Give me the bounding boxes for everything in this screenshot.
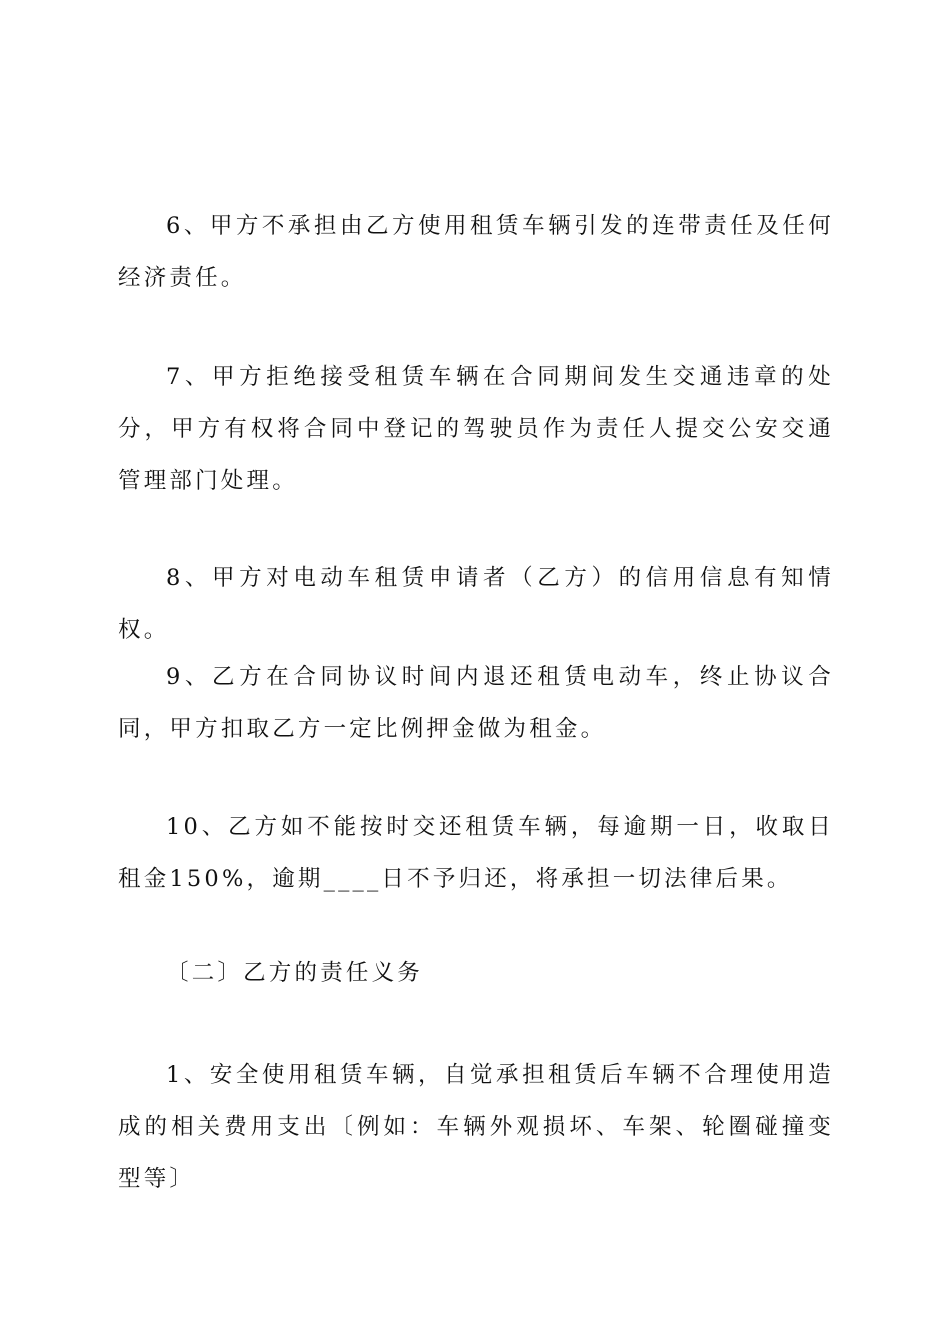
clause-b-1: 1、安全使用租赁车辆，自觉承担租赁后车辆不合理使用造成的相关费用支出〔例如：车辆外观损坏、车架、轮圈碰撞变型等〕 [118,1062,834,1192]
clause-10: 10、乙方如不能按时交还租赁车辆，每逾期一日，收取日租金150%，逾期____日不予归还，将承担一切法律后果。 [118,814,834,892]
clause-8: 8、甲方对电动车租赁申请者（乙方）的信用信息有知情权。 [118,565,834,643]
section-heading-party-b-obligations: 〔二〕乙方的责任义务 [166,960,424,986]
clause-7: 7、甲方拒绝接受租赁车辆在合同期间发生交通违章的处分，甲方有权将合同中登记的驾驶员作为责任人提交公安交通管理部门处理。 [118,364,834,494]
clause-9: 9、乙方在合同协议时间内退还租赁电动车，终止协议合同，甲方扣取乙方一定比例押金做为租金。 [118,664,834,742]
clause-6: 6、甲方不承担由乙方使用租赁车辆引发的连带责任及任何经济责任。 [118,213,834,291]
